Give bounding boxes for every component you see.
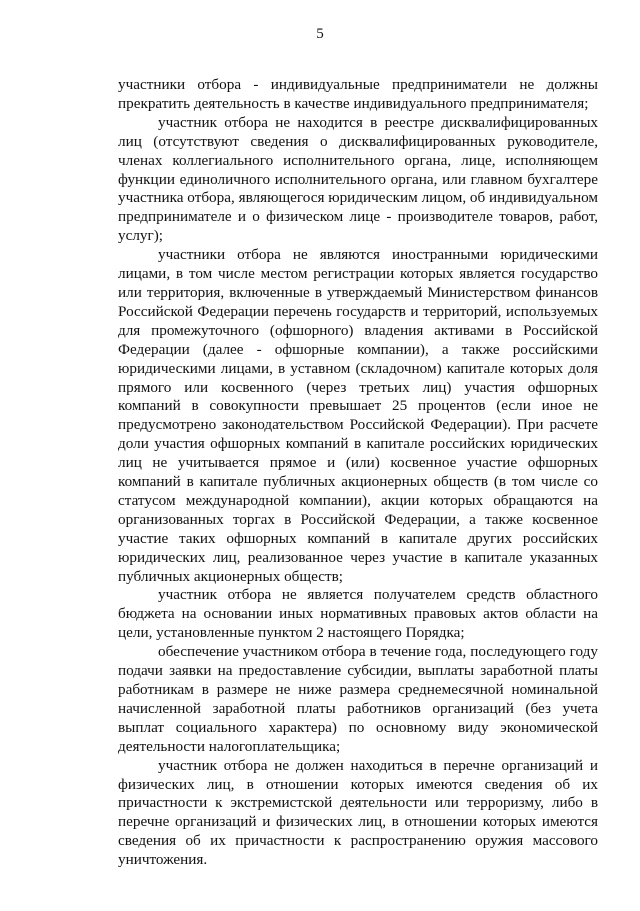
paragraph-offshore-companies: участники отбора не являются иностранными юридическими лицами, в том числе местом регистрации которых является государство или территория, включенные в утверждаемый Министерством финансов Российской Федерации перечень государств и территорий, используемых для промежуточного (офшорного) владения активами в Российской Федерации (далее - офшорные компании), а также российскими юридическими лицами, в уставном (складочном) капитале которых доля прямого или косвенного (через третьих лиц) участия офшорных компаний в совокупности превышает 25 процентов (если иное не предусмотрено законодательством Российской Федерации). При расчете доли участия офшорных компаний в капитале российских юридических лиц не учитывается прямое и (или) косвенное участие офшорных компаний в капитале публичных акционерных обществ (в том числе со статусом международной компании), акции которых обращаются на организованных торгах в Российской Федерации, а также косвенное участие таких офшорных компаний в капитале других российских юридических лиц, реализованное через участие в капитале указанных публичных акционерных обществ; bbox=[118, 246, 598, 585]
paragraph-extremism-list: участник отбора не должен находиться в перечне организаций и физических лиц, в отношении которых имеются сведения об их причастности к экстремистской деятельности или терроризму, либо в перечне организаций и физических лиц, в отношении которых имеются сведения об их причастности к распространению оружия массового уничтожения. bbox=[118, 756, 598, 869]
paragraph-disqualified-persons: участник отбора не находится в реестре дисквалифицированных лиц (отсутствуют сведения о дисквалифицированных руководителе, членах коллегиального исполнительного органа, лице, исполняющем функции единоличного исполнительного органа, или главном бухгалтере участника отбора, являющегося юридическим лицом, об индивидуальном предпринимателе и о физическом лице - производителе товаров, работ, услуг); bbox=[118, 113, 598, 245]
document-body bbox=[118, 76, 598, 870]
paragraph-individual-entrepreneurs: участники отбора - индивидуальные предприниматели не должны прекратить деятельность в качестве индивидуального предпринимателя; bbox=[118, 76, 598, 112]
paragraph-wages: обеспечение участником отбора в течение года, последующего году подачи заявки на предоставление субсидии, выплаты заработной платы работникам в размере не ниже размера среднемесячной номинальной начисленной заработной платы работников организаций (без учета выплат социального характера) по основному виду экономической деятельности налогоплательщика; bbox=[118, 643, 598, 755]
page-number: 5 bbox=[316, 26, 324, 42]
paragraph-regional-budget: участник отбора не является получателем средств областного бюджета на основании иных нормативных правовых актов области на цели, установленные пунктом 2 настоящего Порядка; bbox=[118, 586, 598, 642]
